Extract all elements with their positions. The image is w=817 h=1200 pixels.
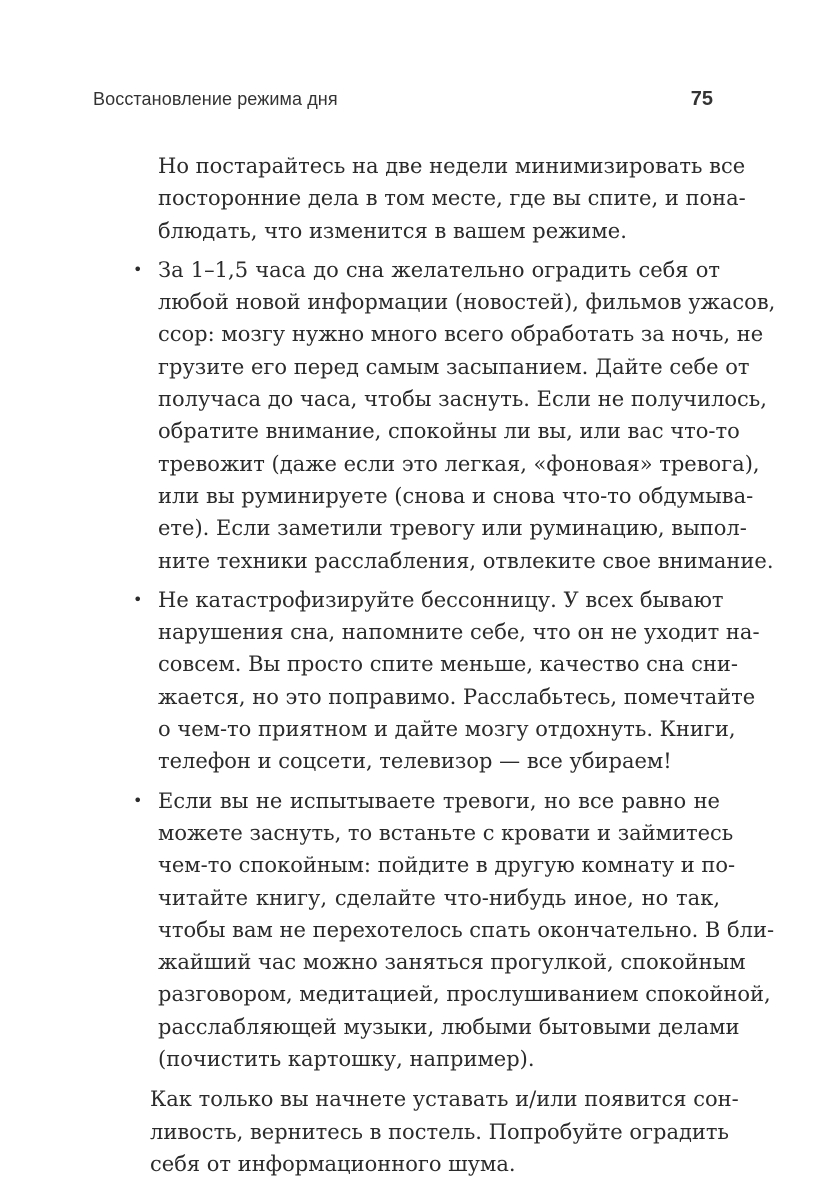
text-line: можете заснуть, то встаньте с кровати и займитесь: [158, 820, 734, 845]
text-line: ссор: мозгу нужно много всего обработать за ночь, не: [158, 322, 764, 347]
bullet-list: [90, 254, 776, 1075]
text-line: совсем. Вы просто спите меньше, качество сна сни-: [158, 652, 738, 677]
text-line: жается, но это поправимо. Расслабьтесь, помечтайте: [158, 684, 756, 709]
chapter-title: Восстановление режима дня: [93, 88, 338, 109]
text-line: обратите внимание, спокойны ли вы, или вас что-то: [158, 419, 740, 444]
text-line: разговором, медитацией, прослушиванием спокойной,: [158, 982, 771, 1007]
intro-paragraph: [90, 150, 746, 247]
text-line: о чем-то приятном и дайте мозгу отдохнуть. Книги,: [158, 717, 736, 742]
text-line: себя от информационного шума.: [150, 1151, 516, 1176]
text-line: нарушения сна, напомните себе, что он не уходит на-: [158, 620, 760, 645]
bullet-icon: •: [133, 259, 143, 279]
text-line: грузите его перед самым засыпанием. Дайте себе от: [158, 354, 750, 379]
text-line: ете). Если заметили тревогу или руминацию, выпол-: [158, 516, 747, 541]
closing-paragraph: [90, 1083, 739, 1180]
text-line: ливость, вернитесь в постель. Попробуйте оградить: [150, 1119, 729, 1144]
text-line: читайте книгу, сделайте что-нибудь иное, но так,: [158, 885, 720, 910]
running-header: [93, 86, 713, 112]
text-line: тревожит (даже если это легкая, «фоновая» тревога),: [158, 451, 760, 476]
page-number: 75: [690, 87, 713, 110]
bullet-icon: •: [133, 589, 143, 609]
bullet-item-insomnia: [90, 584, 760, 778]
text-line: получаса до часа, чтобы заснуть. Если не получилось,: [158, 387, 767, 412]
bullet-item-get-up: [90, 785, 775, 1076]
text-line: жайший час можно заняться прогулкой, спокойным: [158, 950, 746, 975]
text-line: Не катастрофизируйте бессонницу. У всех бывают: [158, 587, 724, 612]
text-line: (почистить картошку, например).: [158, 1047, 535, 1072]
text-line: чтобы вам не перехотелось спать окончательно. В бли-: [158, 917, 775, 942]
page-body: [90, 150, 776, 1180]
text-line: блюдать, что изменится в вашем режиме.: [158, 218, 627, 243]
text-line: Если вы не испытываете тревоги, но все равно не: [158, 788, 720, 813]
text-line: расслабляющей музыки, любыми бытовыми делами: [158, 1014, 740, 1039]
text-line: чем-то спокойным: пойдите в другую комнату и по-: [158, 853, 736, 878]
text-line: или вы руминируете (снова и снова что-то обдумыва-: [158, 483, 754, 508]
text-line: За 1–1,5 часа до сна желательно оградить себя от: [158, 257, 720, 282]
bullet-icon: •: [133, 790, 143, 810]
text-line: телефон и соцсети, телевизор — все убираем!: [158, 749, 672, 774]
text-line: любой новой информации (новостей), фильмов ужасов,: [158, 290, 776, 315]
text-line: ните техники расслабления, отвлеките свое внимание.: [158, 548, 774, 573]
text-line: посторонние дела в том месте, где вы спите, и пона-: [158, 186, 746, 211]
text-line: Как только вы начнете уставать и/или появится сон-: [150, 1087, 739, 1112]
bullet-item-news: [90, 254, 776, 577]
text-line: Но постарайтесь на две недели минимизировать все: [158, 154, 746, 178]
